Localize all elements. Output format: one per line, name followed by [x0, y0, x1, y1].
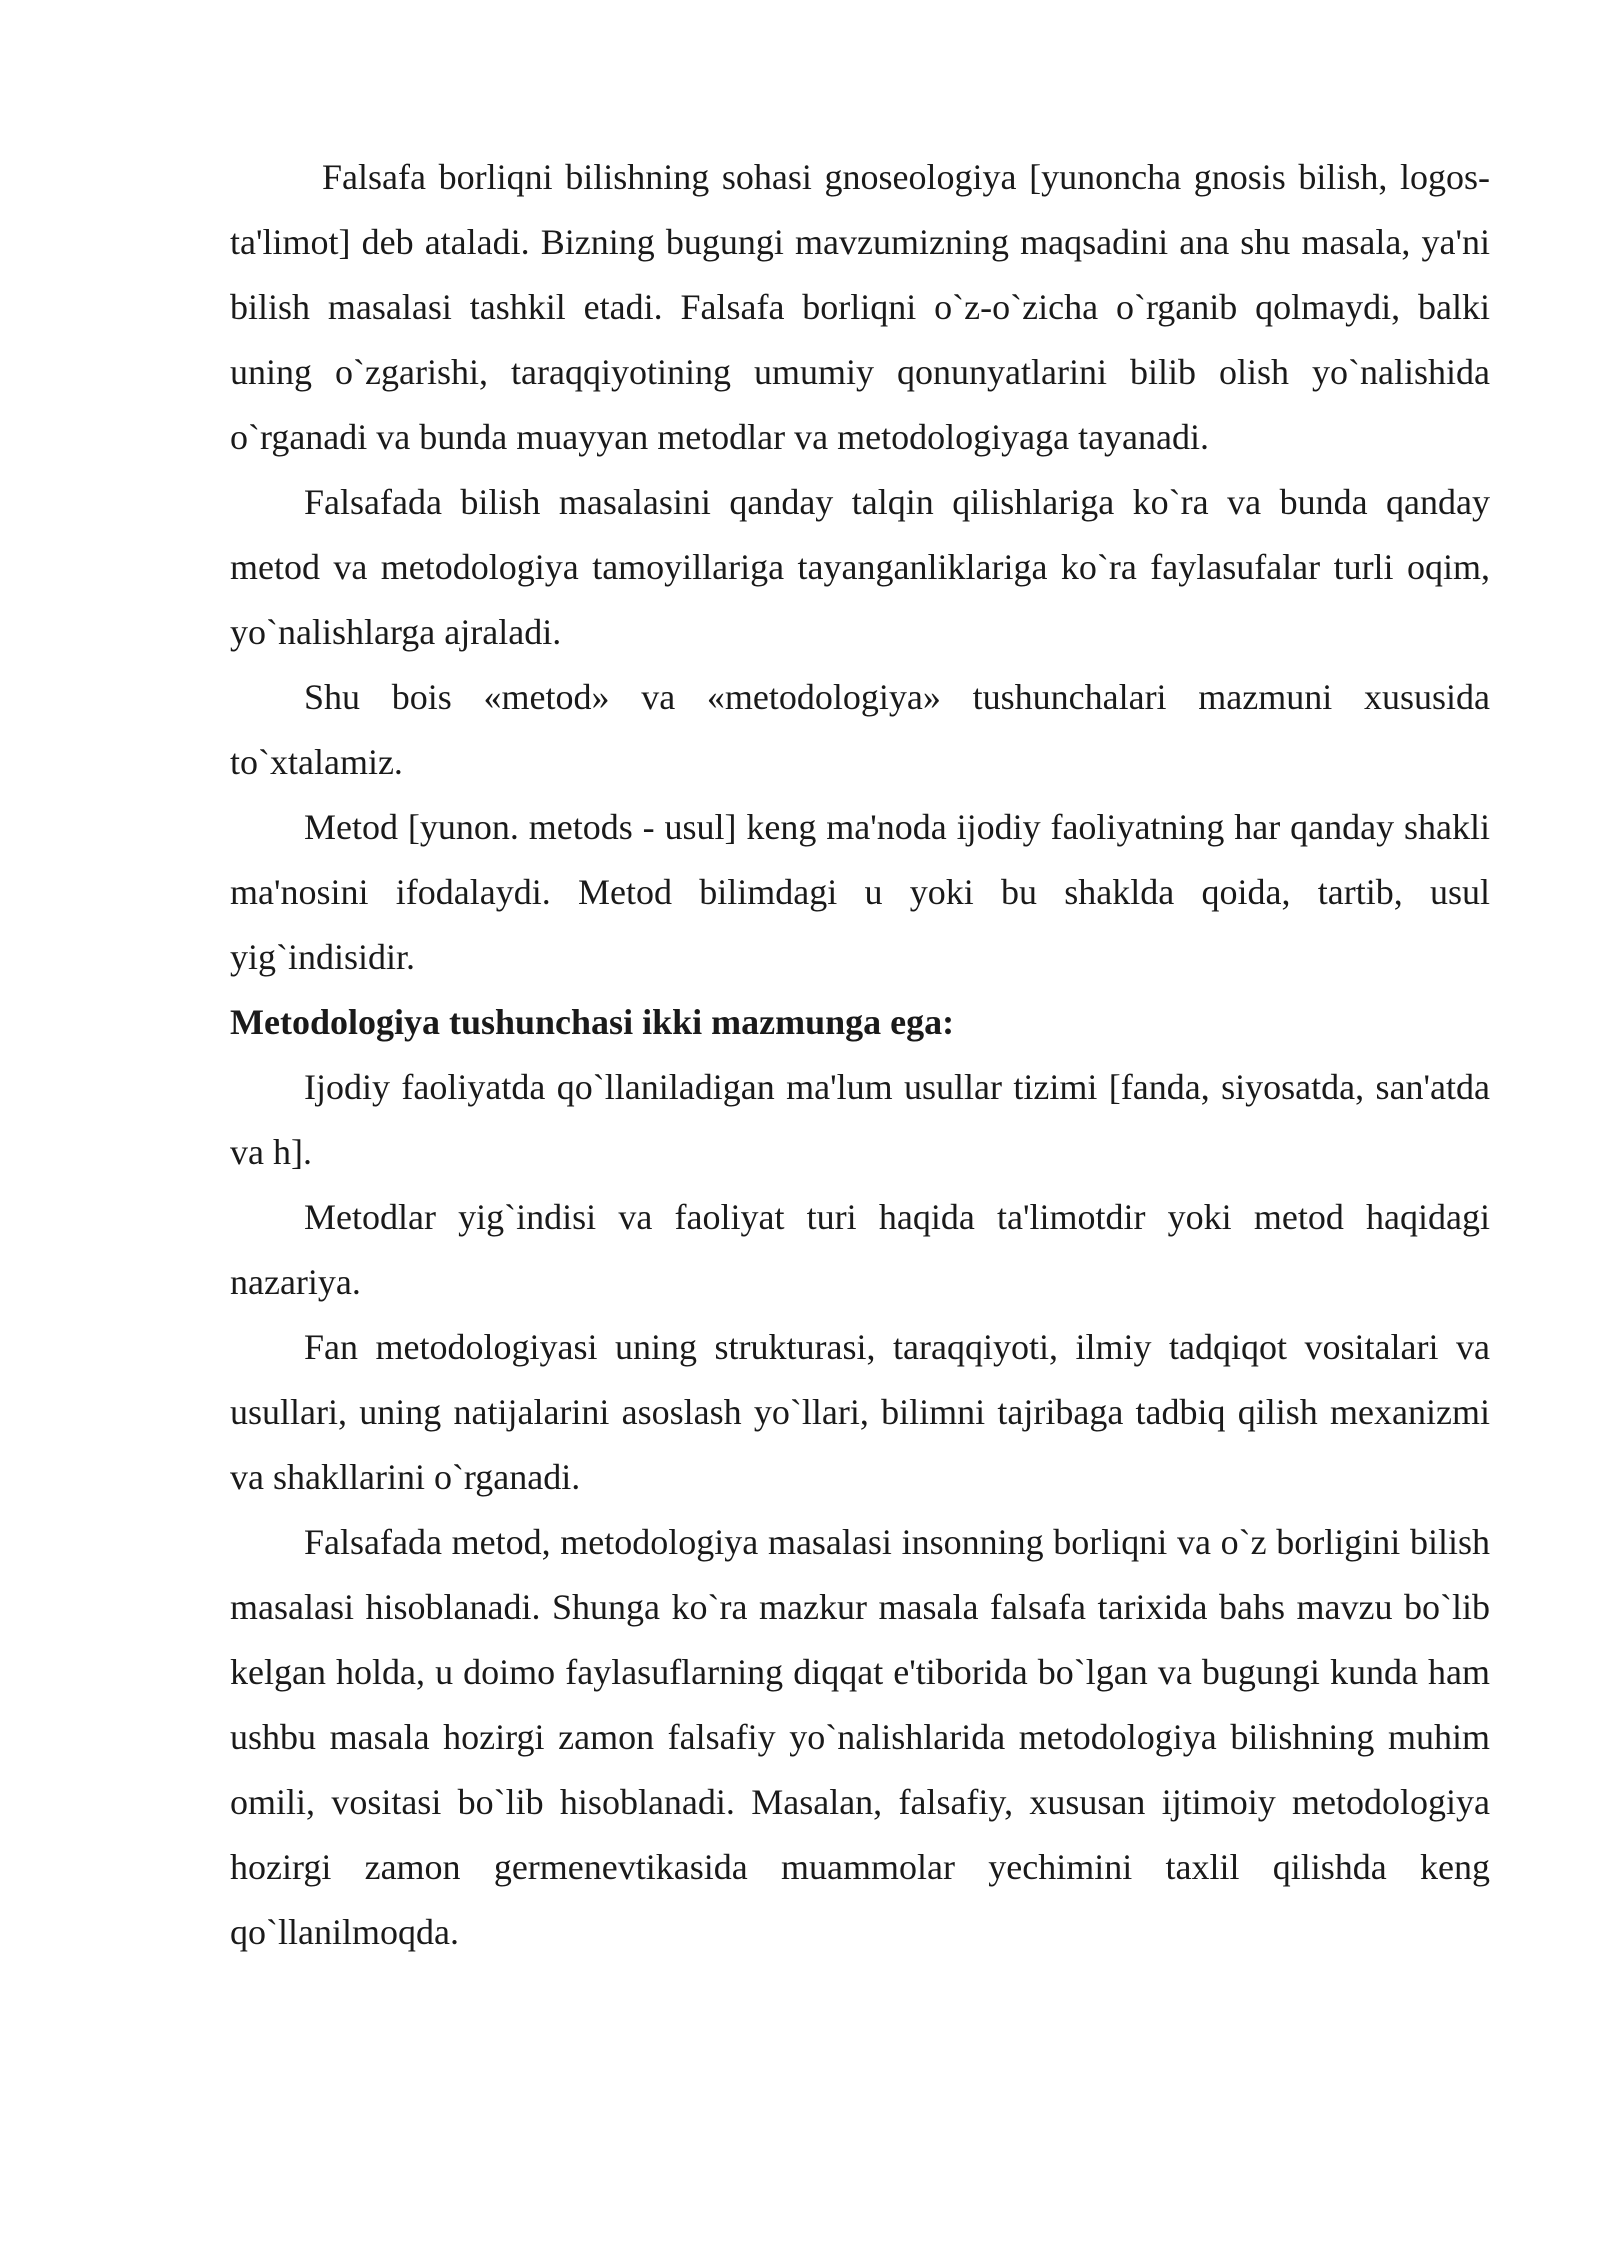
paragraph-usullar-tizimi: Ijodiy faoliyatda qo`llaniladigan ma'lum usullar tizimi [fanda, siyosatda, san'atda va h]. [230, 1067, 1490, 1172]
paragraph-falsafada-metod: Falsafada metod, metodologiya masalasi insonning borliqni va o`z borligini bilish masalasi hisoblanadi. Shunga ko`ra mazkur masala falsafa tarixida bahs mavzu bo`lib kelgan holda, u doimo faylasuflarning diqqat e'tiborida bo`lgan va bugungi kunda ham ushbu masala hozirgi zamon falsafiy yo`nalishlarida metodologiya bilishning muhim omili, vositasi bo`lib hisoblanadi. Masalan, falsafiy, xususan ijtimoiy metodologiya hozirgi zamon germenevtikasida muammolar yechimini taxlil qilishda keng qo`llanilmoqda. [230, 1522, 1490, 1952]
paragraph-metodlar-nazariya: Metodlar yig`indisi va faoliyat turi haqida ta'limotdir yoki metod haqidagi nazariya. [230, 1197, 1490, 1302]
paragraph-fan-metodologiyasi: Fan metodologiyasi uning strukturasi, taraqqiyoti, ilmiy tadqiqot vositalari va usullari, uning natijalarini asoslash yo`llari, bilimni tajribaga tadbiq qilish mexanizmi va shakllarini o`rganadi. [230, 1327, 1490, 1497]
paragraph-tushunchalar: Shu bois «metod» va «metodologiya» tushunchalari mazmuni xususida to`xtalamiz. [230, 677, 1490, 782]
paragraph-gnoseologiya: Falsafa borliqni bilishning sohasi gnoseologiya [yunoncha gnosis bilish, logos-ta'limot] deb ataladi. Bizning bugungi mavzumizning maqsadini ana shu masala, ya'ni bilish masalasi tashkil etadi. Falsafa borliqni o`z-o`zicha o`rganib qolmaydi, balki uning o`zgarishi, taraqqiyotining umumiy qonunyatlarini bilib olish yo`nalishida o`rganadi va bunda muayyan metodlar va metodologiyaga tayanadi. [230, 157, 1490, 457]
paragraph-bilish-oqimlari: Falsafada bilish masalasini qanday talqin qilishlariga ko`ra va bunda qanday metod va metodologiya tamoyillariga tayanganliklariga ko`ra faylasufalar turli oqim, yo`nalishlarga ajraladi. [230, 482, 1490, 652]
paragraph-metod-definition: Metod [yunon. metods - usul] keng ma'noda ijodiy faoliyatning har qanday shakli ma'nosini ifodalaydi. Metod bilimdagi u yoki bu shakldа qoida, tartib, usul yig`indisidir. [230, 807, 1490, 977]
section-heading: Metodologiya tushunchasi ikki mazmunga ega: [230, 1002, 955, 1042]
document-page [230, 145, 1490, 1965]
